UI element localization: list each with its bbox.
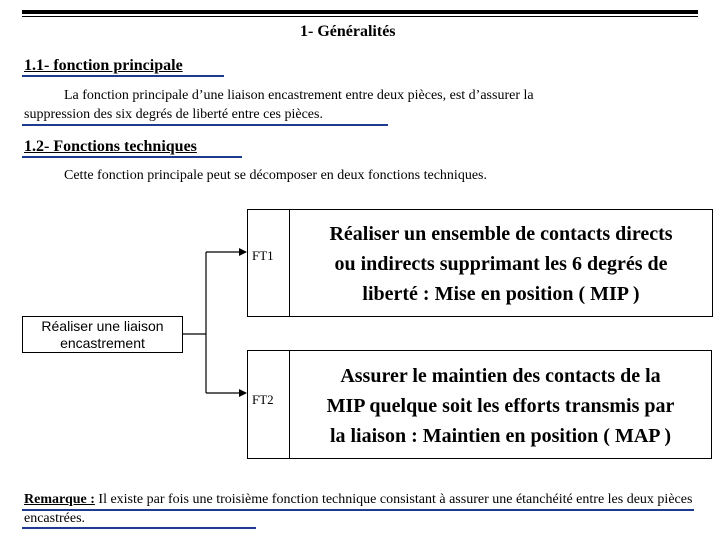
ft2-text-line3: la liaison : Maintien en position ( MAP ) [329, 424, 672, 447]
ft2-text-line2: MIP quelque soit les efforts transmis par [326, 394, 675, 417]
section-title-techniques: 1.2- Fonctions techniques [24, 138, 197, 155]
ft2-text-line1: Assurer le maintien des contacts de la [340, 364, 661, 387]
ft1-text-line1: Réaliser un ensemble de contacts directs [329, 223, 673, 245]
ft2-label: FT2 [252, 392, 274, 407]
remark-text: Il existe par fois une troisième fonction technique consistant à assurer une étanchéité entre les deux pièces encastrées. [24, 492, 693, 526]
ft1-box [247, 209, 713, 317]
ft1-label: FT1 [252, 248, 274, 263]
remark-underline-line1 [22, 509, 694, 511]
ft1-text [290, 210, 712, 316]
section-title-principal: 1.1- fonction principale [24, 57, 183, 74]
main-function-box [22, 316, 183, 353]
page-title: 1- Généralités [300, 23, 396, 40]
principal-paragraph-line1: La fonction principale d’une liaison encastrement entre deux pièces, est d’assurer la [64, 88, 534, 103]
ft2-text [290, 351, 711, 458]
remark-label: Remarque : [24, 492, 95, 507]
remark-underline-line2 [22, 527, 256, 529]
ft2-box [247, 350, 712, 459]
ft1-text-line3: liberté : Mise en position ( MIP ) [362, 283, 640, 305]
ft1-text-line2: ou indirects supprimant les 6 degrés de [334, 253, 668, 275]
techniques-intro: Cette fonction principale peut se décomposer en deux fonctions techniques. [64, 168, 487, 183]
main-function-line2: encastrement [60, 335, 145, 351]
principal-paragraph-line2: suppression des six degrés de liberté entre ces pièces. [24, 107, 323, 122]
main-function-line1: Réaliser une liaison [41, 318, 164, 334]
